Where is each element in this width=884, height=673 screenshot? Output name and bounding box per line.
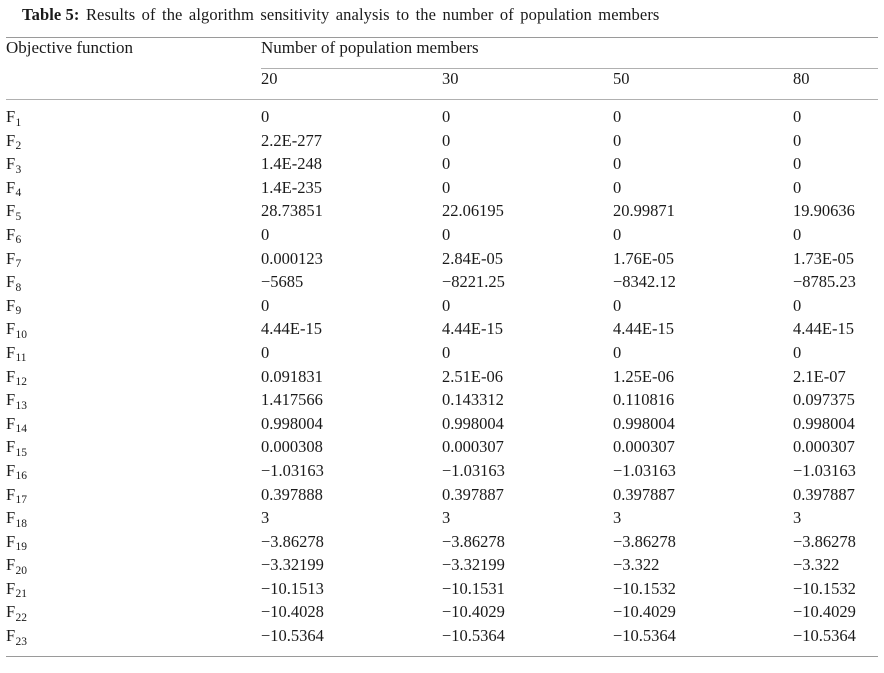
- table-cell: 2.51E-06: [442, 366, 503, 386]
- function-symbol: F: [6, 154, 16, 174]
- group-header: Number of population members: [261, 38, 479, 57]
- table-cell: 0: [793, 224, 802, 244]
- function-index: 4: [15, 187, 22, 200]
- table-cell: −8342.12: [613, 272, 676, 292]
- table-cell: 0: [613, 130, 622, 150]
- function-symbol: F: [6, 413, 16, 433]
- table-cell: 0: [613, 154, 622, 174]
- function-index: 21: [15, 588, 27, 601]
- table-row: [4, 225, 884, 249]
- table-body: [4, 107, 884, 650]
- table-cell: 0.091831: [261, 366, 323, 386]
- objective-function-label: [4, 131, 261, 155]
- table-bottom-rule: [6, 656, 878, 657]
- function-index: 22: [15, 611, 27, 624]
- table-row: [4, 154, 884, 178]
- table-cell: 3: [442, 508, 451, 528]
- table-cell: −8785.23: [793, 272, 856, 292]
- table-cell: −3.322: [793, 555, 840, 575]
- function-symbol: F: [6, 460, 16, 480]
- table-row: [4, 296, 884, 320]
- function-index: 7: [15, 258, 22, 271]
- table-cell: 0: [613, 295, 622, 315]
- table-cell: −10.1531: [442, 578, 505, 598]
- table-row: [4, 272, 884, 296]
- function-index: 11: [15, 352, 27, 365]
- function-symbol: F: [6, 366, 16, 386]
- table-cell: 0: [442, 107, 451, 126]
- table-cell: 0.998004: [613, 413, 675, 433]
- function-symbol: F: [6, 508, 16, 528]
- table-cell: −3.86278: [261, 531, 324, 551]
- table-cell: −10.5364: [613, 626, 676, 646]
- function-symbol: F: [6, 390, 16, 410]
- function-index: 20: [15, 564, 27, 577]
- table-cell: 1.4E-248: [261, 154, 322, 174]
- table-row: [4, 508, 884, 532]
- table-cell: 0: [261, 107, 270, 126]
- objective-function-label: [4, 555, 261, 579]
- column-header-80: 80: [793, 69, 810, 88]
- caption-gap: [4, 29, 880, 37]
- table-cell: 0.397887: [442, 484, 504, 504]
- objective-function-label: [4, 154, 261, 178]
- table-row: [4, 461, 884, 485]
- table-cell: 0.397888: [261, 484, 323, 504]
- table-cell: 3: [793, 508, 802, 528]
- function-symbol: F: [6, 224, 16, 244]
- function-index: 18: [15, 517, 27, 530]
- table-cell: 0.000308: [261, 437, 323, 457]
- column-header-30: 30: [442, 69, 459, 88]
- function-index: 6: [15, 234, 22, 247]
- table-cell: −3.32199: [442, 555, 505, 575]
- function-symbol: F: [6, 201, 16, 221]
- function-index: 15: [15, 446, 27, 459]
- function-symbol: F: [6, 319, 16, 339]
- table-row: [4, 107, 884, 131]
- objective-function-label: [4, 602, 261, 626]
- table-cell: 0: [793, 177, 802, 197]
- table-cell: −10.4029: [793, 602, 856, 622]
- objective-function-label: [4, 249, 261, 273]
- table-row: [4, 602, 884, 626]
- table-cell: −10.1513: [261, 578, 324, 598]
- table-cell: 0: [613, 177, 622, 197]
- table-cell: 2.1E-07: [793, 366, 846, 386]
- table-cell: −10.5364: [442, 626, 505, 646]
- function-index: 23: [15, 635, 27, 648]
- objective-function-label: [4, 414, 261, 438]
- table-cell: 4.44E-15: [613, 319, 674, 339]
- objective-function-label: [4, 461, 261, 485]
- function-symbol: F: [6, 531, 16, 551]
- table-cell: 20.99871: [613, 201, 675, 221]
- table-row: [4, 579, 884, 603]
- function-index: 12: [15, 376, 27, 389]
- caption-label: Table 5:: [22, 5, 80, 24]
- table-cell: −3.322: [613, 555, 660, 575]
- table-cell: 1.25E-06: [613, 366, 674, 386]
- table-row: [4, 367, 884, 391]
- table-cell: −10.5364: [261, 626, 324, 646]
- function-symbol: F: [6, 626, 16, 646]
- table-cell: 0.000123: [261, 248, 323, 268]
- objective-function-label: [4, 390, 261, 414]
- function-symbol: F: [6, 295, 16, 315]
- objective-function-label: [4, 532, 261, 556]
- table-cell: 3: [613, 508, 622, 528]
- results-table-subheader: [4, 69, 884, 99]
- function-symbol: F: [6, 130, 16, 150]
- function-index: 9: [15, 305, 22, 318]
- table-row: [4, 249, 884, 273]
- table-row: [4, 201, 884, 225]
- results-table: [4, 38, 884, 68]
- objective-function-label: [4, 225, 261, 249]
- stub-header-spacer: [4, 69, 261, 99]
- function-index: 10: [15, 328, 27, 341]
- table-header-row-columns: [4, 69, 884, 99]
- table-cell: −3.86278: [613, 531, 676, 551]
- objective-function-label: [4, 201, 261, 225]
- table-row: [4, 343, 884, 367]
- table-cell: −10.4029: [613, 602, 676, 622]
- table-cell: 1.73E-05: [793, 248, 854, 268]
- table-cell: 0.998004: [442, 413, 504, 433]
- table-cell: 4.44E-15: [261, 319, 322, 339]
- table-cell: 4.44E-15: [442, 319, 503, 339]
- objective-function-label: [4, 319, 261, 343]
- table-row: [4, 178, 884, 202]
- objective-function-label: [4, 343, 261, 367]
- table-cell: 3: [261, 508, 270, 528]
- table-cell: 0: [442, 224, 451, 244]
- column-header-50: 50: [613, 69, 630, 88]
- table-cell: 0.143312: [442, 390, 504, 410]
- objective-function-label: [4, 296, 261, 320]
- table-row: [4, 390, 884, 414]
- function-index: 8: [15, 281, 22, 294]
- table-cell: 0: [442, 177, 451, 197]
- table-cell: −1.03163: [613, 460, 676, 480]
- table-cell: 4.44E-15: [793, 319, 854, 339]
- function-symbol: F: [6, 342, 16, 362]
- table-caption: [4, 0, 880, 29]
- table-cell: 0: [793, 342, 802, 362]
- function-index: 3: [15, 163, 22, 176]
- table-cell: 0: [613, 107, 622, 126]
- table-cell: 1.4E-235: [261, 177, 322, 197]
- table-cell: 0: [793, 295, 802, 315]
- function-index: 2: [15, 140, 22, 153]
- table-cell: −10.5364: [793, 626, 856, 646]
- objective-function-label: [4, 272, 261, 296]
- results-table-body: [4, 107, 884, 650]
- function-index: 5: [15, 210, 22, 223]
- table-cell: 28.73851: [261, 201, 323, 221]
- table-cell: 0: [613, 342, 622, 362]
- function-index: 13: [15, 399, 27, 412]
- table-cell: 0.000307: [613, 437, 675, 457]
- function-symbol: F: [6, 484, 16, 504]
- function-index: 17: [15, 494, 27, 506]
- table-cell: 22.06195: [442, 201, 504, 221]
- table-cell: −3.32199: [261, 555, 324, 575]
- stub-header: Objective function: [6, 38, 133, 57]
- table-cell: −8221.25: [442, 272, 505, 292]
- table-cell: 0: [793, 130, 802, 150]
- table-cell: 0.110816: [613, 390, 675, 410]
- function-symbol: F: [6, 248, 16, 268]
- table-cell: 0: [442, 295, 451, 315]
- table-cell: −1.03163: [261, 460, 324, 480]
- function-symbol: F: [6, 555, 16, 575]
- table-cell: −10.4028: [261, 602, 324, 622]
- table-cell: 2.2E-277: [261, 130, 322, 150]
- objective-function-label: [4, 437, 261, 461]
- table-cell: 0.000307: [793, 437, 855, 457]
- caption-text: Results of the algorithm sensitivity analysis to the number of population members: [85, 5, 660, 24]
- function-symbol: F: [6, 272, 16, 292]
- table-cell: −5685: [261, 272, 304, 292]
- table-cell: 0: [793, 107, 802, 126]
- table-cell: 0: [442, 154, 451, 174]
- table-row: [4, 532, 884, 556]
- column-header-20: 20: [261, 69, 278, 88]
- function-symbol: F: [6, 177, 16, 197]
- table-cell: 0: [261, 342, 270, 362]
- table-cell: 1.76E-05: [613, 248, 674, 268]
- table-cell: 0: [613, 224, 622, 244]
- objective-function-label: [4, 485, 261, 509]
- table-cell: 0: [442, 342, 451, 362]
- table-row: [4, 555, 884, 579]
- table-cell: 19.90636: [793, 201, 855, 221]
- objective-function-label: [4, 508, 261, 532]
- function-index: 1: [15, 116, 22, 129]
- table-cell: 2.84E-05: [442, 248, 503, 268]
- table-cell: 0.000307: [442, 437, 504, 457]
- table-cell: 0: [261, 224, 270, 244]
- function-index: 19: [15, 541, 27, 554]
- table-cell: −3.86278: [442, 531, 505, 551]
- table-cell: 1.417566: [261, 390, 323, 410]
- table-header-row-group: [4, 38, 884, 68]
- function-symbol: F: [6, 578, 16, 598]
- table-row: [4, 437, 884, 461]
- table-cell: 0.998004: [793, 413, 855, 433]
- table-cell: 0: [793, 154, 802, 174]
- table-row: [4, 131, 884, 155]
- table-cell: 0.397887: [613, 484, 675, 504]
- table-row: [4, 485, 884, 509]
- function-index: 14: [15, 423, 27, 436]
- table-cell: 0.097375: [793, 390, 855, 410]
- table-row: [4, 414, 884, 438]
- table-row: [4, 319, 884, 343]
- objective-function-label: [4, 626, 261, 650]
- objective-function-label: [4, 579, 261, 603]
- header-body-gap: [4, 100, 880, 107]
- function-symbol: F: [6, 602, 16, 622]
- function-symbol: F: [6, 107, 16, 126]
- table-cell: −10.1532: [613, 578, 676, 598]
- table-cell: 0: [261, 295, 270, 315]
- table-row: [4, 626, 884, 650]
- table-cell: −3.86278: [793, 531, 856, 551]
- function-symbol: F: [6, 437, 16, 457]
- table-cell: −10.4029: [442, 602, 505, 622]
- table-cell: −1.03163: [793, 460, 856, 480]
- table-cell: 0: [442, 130, 451, 150]
- objective-function-label: [4, 178, 261, 202]
- objective-function-label: [4, 107, 261, 131]
- function-index: 16: [15, 470, 27, 483]
- table-cell: 0.397887: [793, 484, 855, 504]
- table-cell: 0.998004: [261, 413, 323, 433]
- table-cell: −1.03163: [442, 460, 505, 480]
- objective-function-label: [4, 367, 261, 391]
- table-cell: −10.1532: [793, 578, 856, 598]
